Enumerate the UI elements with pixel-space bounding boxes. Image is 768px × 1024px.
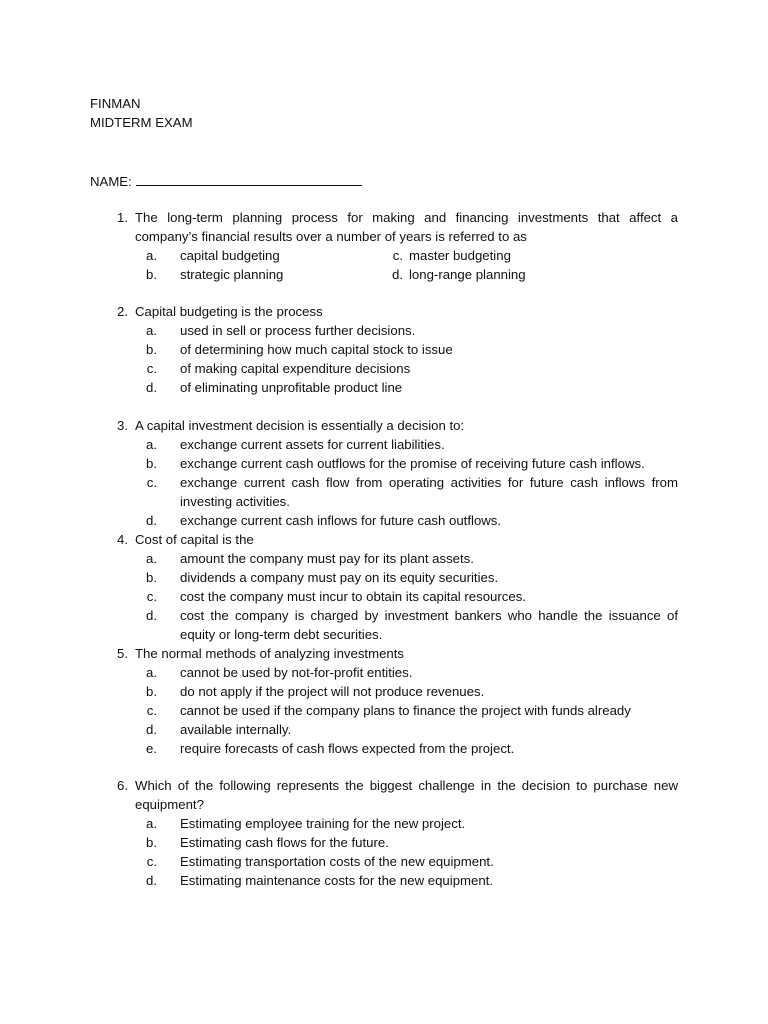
choice-a: [135, 814, 678, 833]
choice-b: [135, 454, 678, 473]
choice-letter: b.: [146, 456, 157, 471]
question-text: A capital investment decision is essentially a decision to:: [135, 418, 465, 433]
question-number: 6.: [117, 778, 128, 793]
question-text: Cost of capital is the: [135, 532, 254, 547]
choice-letter: b.: [146, 267, 157, 282]
choice-letter: b.: [146, 570, 157, 585]
question-number: 4.: [117, 532, 128, 547]
question-2: [90, 302, 678, 397]
choice-a: [135, 435, 678, 454]
choice-letter: b.: [146, 342, 157, 357]
name-label: NAME:: [90, 174, 132, 189]
choice-text: Estimating transportation costs of the new equipment.: [180, 854, 494, 869]
choice-text: amount the company must pay for its plant assets.: [180, 551, 474, 566]
choice-text: cannot be used if the company plans to finance the project with funds already: [180, 703, 631, 718]
choice-d: [135, 606, 678, 644]
choice-text: exchange current cash outflows for the promise of receiving future cash inflows.: [180, 456, 645, 471]
question-6: [90, 776, 678, 890]
choice-a: [135, 246, 385, 265]
choice-d: [135, 871, 678, 890]
choice-c: [135, 473, 678, 511]
choice-text: cost the company must incur to obtain its capital resources.: [180, 589, 526, 604]
question-1: [90, 208, 678, 284]
choice-text: master budgeting: [409, 248, 511, 263]
question-number: 3.: [117, 418, 128, 433]
choice-text: strategic planning: [180, 267, 284, 282]
choice-text: of making capital expenditure decisions: [180, 361, 411, 376]
choice-d: [385, 265, 678, 284]
choice-a: [135, 321, 678, 340]
choice-list: [135, 549, 678, 644]
choice-c: [385, 246, 678, 265]
choice-letter: b.: [146, 835, 157, 850]
choice-text: used in sell or process further decisions.: [180, 323, 416, 338]
choice-b: [135, 568, 678, 587]
choice-text: exchange current assets for current liabilities.: [180, 437, 445, 452]
choice-letter: a.: [146, 665, 157, 680]
question-number: 5.: [117, 646, 128, 661]
choice-text: available internally.: [180, 722, 292, 737]
choice-text: Estimating employee training for the new project.: [180, 816, 466, 831]
question-number: 1.: [117, 210, 128, 225]
choice-text: of determining how much capital stock to issue: [180, 342, 453, 357]
choice-letter: a.: [146, 437, 157, 452]
choice-letter: c.: [392, 248, 403, 263]
choice-c: [135, 701, 678, 720]
choice-list: [135, 814, 678, 890]
question-5: [90, 644, 678, 758]
question-text: The normal methods of analyzing investments: [135, 646, 405, 661]
choice-text: dividends a company must pay on its equity securities.: [180, 570, 499, 585]
choice-text: long-range planning: [409, 267, 526, 282]
choice-a: [135, 663, 678, 682]
choice-d: [135, 378, 678, 397]
choice-d: [135, 511, 678, 530]
choice-letter: e.: [146, 741, 157, 756]
choice-b: [135, 265, 385, 284]
choice-letter: c.: [146, 703, 157, 718]
choice-text: require forecasts of cash flows expected from the project.: [180, 741, 515, 756]
choice-text: cannot be used by not-for-profit entities.: [180, 665, 413, 680]
choice-list: [135, 663, 678, 758]
choice-e: [135, 739, 678, 758]
question-text: The long-term planning process for making and financing investments that affect a company’s financial results over a number of years is referred to as: [135, 210, 678, 244]
choice-letter: d.: [146, 380, 157, 395]
choice-b: [135, 682, 678, 701]
choice-d: [135, 720, 678, 739]
question-3: [90, 416, 678, 530]
choice-text: exchange current cash inflows for future cash outflows.: [180, 513, 502, 528]
choice-letter: d.: [392, 267, 403, 282]
choice-text: exchange current cash flow from operating activities for future cash inflows from investing activities.: [180, 475, 678, 509]
choice-letter: b.: [146, 684, 157, 699]
choice-text: cost the company is charged by investment bankers who handle the issuance of equity or long-term debt securities.: [180, 608, 678, 642]
choice-letter: d.: [146, 873, 157, 888]
choice-letter: c.: [146, 475, 157, 490]
choice-text: capital budgeting: [180, 248, 280, 263]
choice-b: [135, 833, 678, 852]
course-title: FINMAN: [90, 96, 141, 111]
question-text: Capital budgeting is the process: [135, 304, 323, 319]
name-field: [90, 170, 362, 191]
choice-grid: [135, 246, 678, 284]
choice-letter: d.: [146, 513, 157, 528]
choice-letter: d.: [146, 608, 157, 623]
choice-text: Estimating maintenance costs for the new equipment.: [180, 873, 494, 888]
exam-title: MIDTERM EXAM: [90, 115, 193, 130]
choice-letter: a.: [146, 816, 157, 831]
choice-a: [135, 549, 678, 568]
choice-c: [135, 359, 678, 378]
choice-letter: a.: [146, 323, 157, 338]
choice-text: Estimating cash flows for the future.: [180, 835, 389, 850]
choice-b: [135, 340, 678, 359]
choice-c: [135, 852, 678, 871]
choice-letter: c.: [146, 361, 157, 376]
choice-letter: a.: [146, 248, 157, 263]
question-text: Which of the following represents the biggest challenge in the decision to purchase new equipment?: [135, 778, 678, 812]
choice-text: do not apply if the project will not produce revenues.: [180, 684, 485, 699]
question-4: [90, 530, 678, 644]
choice-letter: c.: [146, 854, 157, 869]
choice-text: of eliminating unprofitable product line: [180, 380, 403, 395]
choice-list: [135, 435, 678, 530]
name-blank-line: [136, 170, 362, 186]
choice-letter: a.: [146, 551, 157, 566]
choice-letter: d.: [146, 722, 157, 737]
question-number: 2.: [117, 304, 128, 319]
choice-letter: c.: [146, 589, 157, 604]
choice-list: [135, 321, 678, 397]
choice-c: [135, 587, 678, 606]
